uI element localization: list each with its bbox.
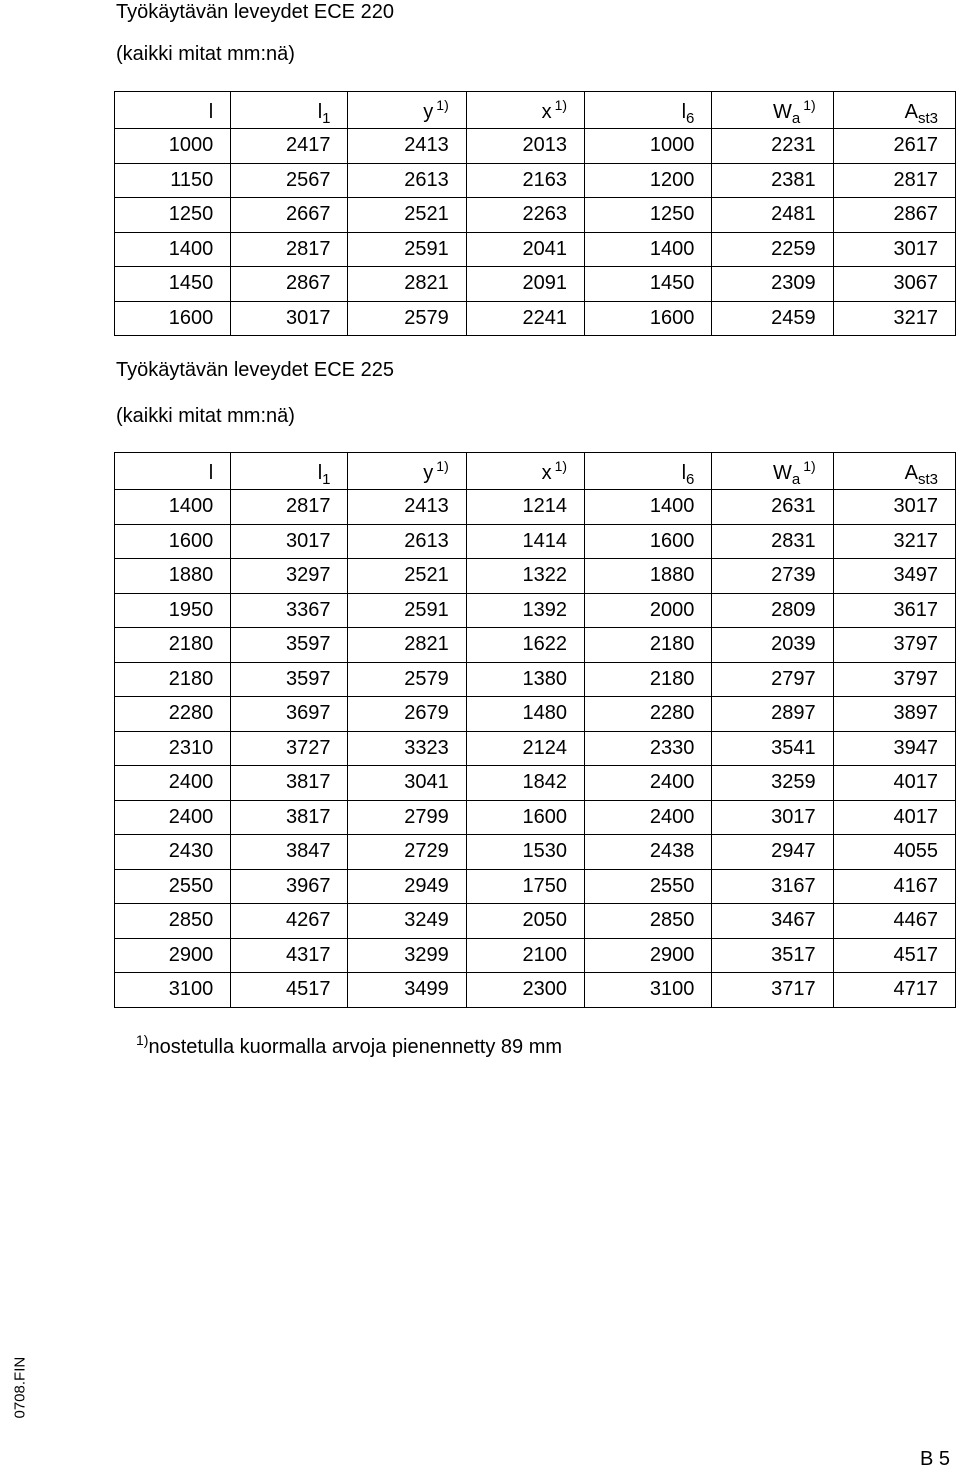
- table-cell: 1842: [466, 766, 584, 801]
- table-cell: 1950: [115, 593, 231, 628]
- column-header-symbol: l: [317, 100, 323, 123]
- table-cell: 1400: [585, 490, 712, 525]
- table-cell: 2821: [348, 628, 466, 663]
- table-row: [115, 731, 956, 766]
- column-header: [348, 453, 466, 490]
- column-header: [585, 453, 712, 490]
- table-cell: 2729: [348, 835, 466, 870]
- table-header-row: [115, 92, 956, 129]
- footnote: [136, 1032, 563, 1059]
- table-cell: 1392: [466, 593, 584, 628]
- table-row: [115, 835, 956, 870]
- table-cell: 2817: [231, 232, 348, 267]
- table-cell: 2413: [348, 129, 466, 164]
- table-cell: 1150: [115, 163, 231, 198]
- table-cell: 4317: [231, 938, 348, 973]
- table-cell: 2000: [585, 593, 712, 628]
- table-cell: 3259: [712, 766, 833, 801]
- column-header-footnote-marker: 1): [554, 457, 568, 474]
- column-header-subscript: a: [791, 470, 801, 488]
- table-cell: 2821: [348, 267, 466, 302]
- table-cell: 2613: [348, 524, 466, 559]
- table-cell: 4055: [833, 835, 955, 870]
- table-cell: 3041: [348, 766, 466, 801]
- table-cell: 2041: [466, 232, 584, 267]
- table-cell: 2817: [231, 490, 348, 525]
- table-cell: 1450: [115, 267, 231, 302]
- table-cell: 2309: [712, 267, 833, 302]
- table-cell: 3299: [348, 938, 466, 973]
- column-header-footnote-marker: 1): [803, 457, 816, 474]
- table-cell: 1400: [115, 490, 231, 525]
- section1-subtitle: (kaikki mitat mm:nä): [116, 43, 295, 65]
- table-cell: 2617: [833, 129, 955, 164]
- table-cell: 2310: [115, 731, 231, 766]
- table-cell: 2091: [466, 267, 584, 302]
- table-cell: 3100: [115, 973, 231, 1008]
- table-row: [115, 697, 956, 732]
- column-header: [115, 453, 231, 490]
- table-cell: 2259: [712, 232, 833, 267]
- table-cell: 1600: [115, 301, 231, 336]
- table-cell: 2897: [712, 697, 833, 732]
- table-cell: 2100: [466, 938, 584, 973]
- footnote-text: nostetulla kuormalla arvoja pienennetty 89 mm: [148, 1036, 563, 1058]
- table-cell: 3217: [833, 524, 955, 559]
- table-cell: 2667: [231, 198, 348, 233]
- table-cell: 3727: [231, 731, 348, 766]
- table-cell: 1214: [466, 490, 584, 525]
- column-header-footnote-marker: 1): [554, 96, 568, 113]
- table-cell: 2231: [712, 129, 833, 164]
- table-cell: 3017: [833, 232, 955, 267]
- table-cell: 3323: [348, 731, 466, 766]
- table-cell: 2613: [348, 163, 466, 198]
- column-header-symbol: W: [772, 461, 792, 484]
- table-cell: 3367: [231, 593, 348, 628]
- table-cell: 3617: [833, 593, 955, 628]
- column-header-symbol: l: [208, 100, 214, 123]
- column-header-footnote-marker: 1): [436, 96, 449, 113]
- table-row: [115, 904, 956, 939]
- table-cell: 3217: [833, 301, 955, 336]
- table-cell: 1200: [585, 163, 712, 198]
- table-row: [115, 267, 956, 302]
- column-header: [585, 92, 712, 129]
- ece225-table: [114, 452, 956, 1008]
- table-cell: 2900: [585, 938, 712, 973]
- table-cell: 3897: [833, 697, 955, 732]
- table-cell: 1600: [585, 301, 712, 336]
- table-cell: 3817: [231, 766, 348, 801]
- table-cell: 3499: [348, 973, 466, 1008]
- table-cell: 3467: [712, 904, 833, 939]
- table-cell: 2280: [585, 697, 712, 732]
- table-cell: 3067: [833, 267, 955, 302]
- table-cell: 3167: [712, 869, 833, 904]
- table-cell: 2797: [712, 662, 833, 697]
- document-code: 0708.FIN: [11, 1356, 29, 1419]
- table-cell: 1750: [466, 869, 584, 904]
- table-row: [115, 490, 956, 525]
- column-header-subscript: 6: [686, 470, 695, 488]
- table-cell: 4017: [833, 766, 955, 801]
- table-cell: 1600: [466, 800, 584, 835]
- table-cell: 3947: [833, 731, 955, 766]
- table-cell: 2050: [466, 904, 584, 939]
- column-header: [833, 92, 955, 129]
- table-cell: 2567: [231, 163, 348, 198]
- column-header-subscript: 1: [322, 109, 331, 127]
- table-row: [115, 163, 956, 198]
- table-cell: 2579: [348, 301, 466, 336]
- table-cell: 2124: [466, 731, 584, 766]
- table-cell: 2799: [348, 800, 466, 835]
- table-cell: 2330: [585, 731, 712, 766]
- column-header-symbol: A: [904, 100, 918, 123]
- table-cell: 3100: [585, 973, 712, 1008]
- table-cell: 2949: [348, 869, 466, 904]
- table-cell: 3797: [833, 662, 955, 697]
- column-header-subscript: st3: [917, 470, 938, 488]
- table-cell: 1250: [585, 198, 712, 233]
- column-header-symbol: l: [681, 461, 687, 484]
- table-cell: 2400: [115, 766, 231, 801]
- table-cell: 3017: [231, 301, 348, 336]
- table-cell: 2300: [466, 973, 584, 1008]
- table-cell: 2947: [712, 835, 833, 870]
- column-header-symbol: y: [423, 100, 434, 123]
- table-cell: 4517: [231, 973, 348, 1008]
- table-cell: 1400: [115, 232, 231, 267]
- table-row: [115, 559, 956, 594]
- table-cell: 2417: [231, 129, 348, 164]
- table-cell: 2481: [712, 198, 833, 233]
- table-cell: 1880: [585, 559, 712, 594]
- table-cell: 1250: [115, 198, 231, 233]
- table-cell: 3017: [833, 490, 955, 525]
- table-cell: 3697: [231, 697, 348, 732]
- table-cell: 4717: [833, 973, 955, 1008]
- column-header: [115, 92, 231, 129]
- table-row: [115, 800, 956, 835]
- table-cell: 2381: [712, 163, 833, 198]
- table-cell: 2831: [712, 524, 833, 559]
- table-cell: 2521: [348, 559, 466, 594]
- table-cell: 3847: [231, 835, 348, 870]
- table-cell: 3017: [231, 524, 348, 559]
- column-header-symbol: l: [317, 461, 323, 484]
- table-cell: 1600: [585, 524, 712, 559]
- column-header-symbol: y: [423, 461, 434, 484]
- table-cell: 2438: [585, 835, 712, 870]
- table-cell: 2850: [585, 904, 712, 939]
- table-cell: 2400: [585, 800, 712, 835]
- table-cell: 2039: [712, 628, 833, 663]
- section2-title: Työkäytävän leveydet ECE 225: [116, 359, 394, 381]
- column-header: [231, 92, 348, 129]
- table-cell: 1380: [466, 662, 584, 697]
- table-cell: 2459: [712, 301, 833, 336]
- table-cell: 2263: [466, 198, 584, 233]
- table-cell: 1450: [585, 267, 712, 302]
- table-row: [115, 129, 956, 164]
- column-header-subscript: 6: [686, 109, 695, 127]
- column-header-symbol: l: [681, 100, 687, 123]
- table-cell: 2631: [712, 490, 833, 525]
- column-header-subscript: 1: [322, 470, 331, 488]
- table-cell: 2850: [115, 904, 231, 939]
- table-cell: 2180: [585, 662, 712, 697]
- table-cell: 2163: [466, 163, 584, 198]
- table-cell: 1000: [115, 129, 231, 164]
- ece220-table: [114, 91, 956, 336]
- table-cell: 4017: [833, 800, 955, 835]
- table-cell: 3597: [231, 628, 348, 663]
- table-cell: 3597: [231, 662, 348, 697]
- table-row: [115, 232, 956, 267]
- table-cell: 3797: [833, 628, 955, 663]
- table-cell: 1530: [466, 835, 584, 870]
- table-row: [115, 766, 956, 801]
- table-cell: 2579: [348, 662, 466, 697]
- column-header-symbol: x: [541, 100, 552, 123]
- table-cell: 2591: [348, 593, 466, 628]
- column-header-symbol: W: [772, 100, 792, 123]
- table-header-row: [115, 453, 956, 490]
- section2-subtitle: (kaikki mitat mm:nä): [116, 405, 295, 427]
- table-cell: 2241: [466, 301, 584, 336]
- table-cell: 2867: [833, 198, 955, 233]
- column-header-footnote-marker: 1): [436, 457, 449, 474]
- table-cell: 2280: [115, 697, 231, 732]
- table-cell: 2400: [115, 800, 231, 835]
- footnote-marker: 1): [136, 1032, 149, 1048]
- table-cell: 2013: [466, 129, 584, 164]
- table-cell: 2550: [585, 869, 712, 904]
- column-header: [466, 92, 584, 129]
- table-cell: 2809: [712, 593, 833, 628]
- table-cell: 1000: [585, 129, 712, 164]
- table-cell: 2413: [348, 490, 466, 525]
- table-cell: 1600: [115, 524, 231, 559]
- table-row: [115, 938, 956, 973]
- table-cell: 2180: [115, 662, 231, 697]
- table-cell: 2550: [115, 869, 231, 904]
- table-cell: 3249: [348, 904, 466, 939]
- table-cell: 1414: [466, 524, 584, 559]
- table-row: [115, 973, 956, 1008]
- table-row: [115, 301, 956, 336]
- table-cell: 2180: [115, 628, 231, 663]
- table-cell: 1480: [466, 697, 584, 732]
- table-cell: 1622: [466, 628, 584, 663]
- table-cell: 2867: [231, 267, 348, 302]
- table-row: [115, 198, 956, 233]
- table-cell: 2180: [585, 628, 712, 663]
- column-header-footnote-marker: 1): [803, 96, 816, 113]
- table-cell: 1880: [115, 559, 231, 594]
- column-header-subscript: a: [791, 109, 801, 127]
- table-cell: 2739: [712, 559, 833, 594]
- table-cell: 3297: [231, 559, 348, 594]
- section1-title: Työkäytävän leveydet ECE 220: [116, 1, 394, 23]
- table-cell: 1322: [466, 559, 584, 594]
- column-header: [833, 453, 955, 490]
- table-cell: 3541: [712, 731, 833, 766]
- table-cell: 3967: [231, 869, 348, 904]
- table-cell: 3517: [712, 938, 833, 973]
- table-cell: 4167: [833, 869, 955, 904]
- table-cell: 2521: [348, 198, 466, 233]
- column-header-symbol: l: [208, 461, 214, 484]
- table-row: [115, 524, 956, 559]
- table-cell: 1400: [585, 232, 712, 267]
- table-cell: 3717: [712, 973, 833, 1008]
- table-row: [115, 662, 956, 697]
- table-row: [115, 869, 956, 904]
- table-cell: 3497: [833, 559, 955, 594]
- table-cell: 4517: [833, 938, 955, 973]
- table-cell: 3017: [712, 800, 833, 835]
- table-cell: 4267: [231, 904, 348, 939]
- column-header: [712, 453, 833, 490]
- column-header-symbol: x: [541, 461, 552, 484]
- column-header: [712, 92, 833, 129]
- table-cell: 2430: [115, 835, 231, 870]
- table-cell: 2591: [348, 232, 466, 267]
- page-number: B 5: [920, 1448, 951, 1470]
- column-header: [466, 453, 584, 490]
- column-header: [231, 453, 348, 490]
- table-cell: 2400: [585, 766, 712, 801]
- table-cell: 3817: [231, 800, 348, 835]
- table-cell: 2817: [833, 163, 955, 198]
- table-cell: 2900: [115, 938, 231, 973]
- table-cell: 2679: [348, 697, 466, 732]
- table-row: [115, 593, 956, 628]
- column-header: [348, 92, 466, 129]
- column-header-subscript: st3: [917, 109, 938, 127]
- table-row: [115, 628, 956, 663]
- table-cell: 4467: [833, 904, 955, 939]
- column-header-symbol: A: [904, 461, 918, 484]
